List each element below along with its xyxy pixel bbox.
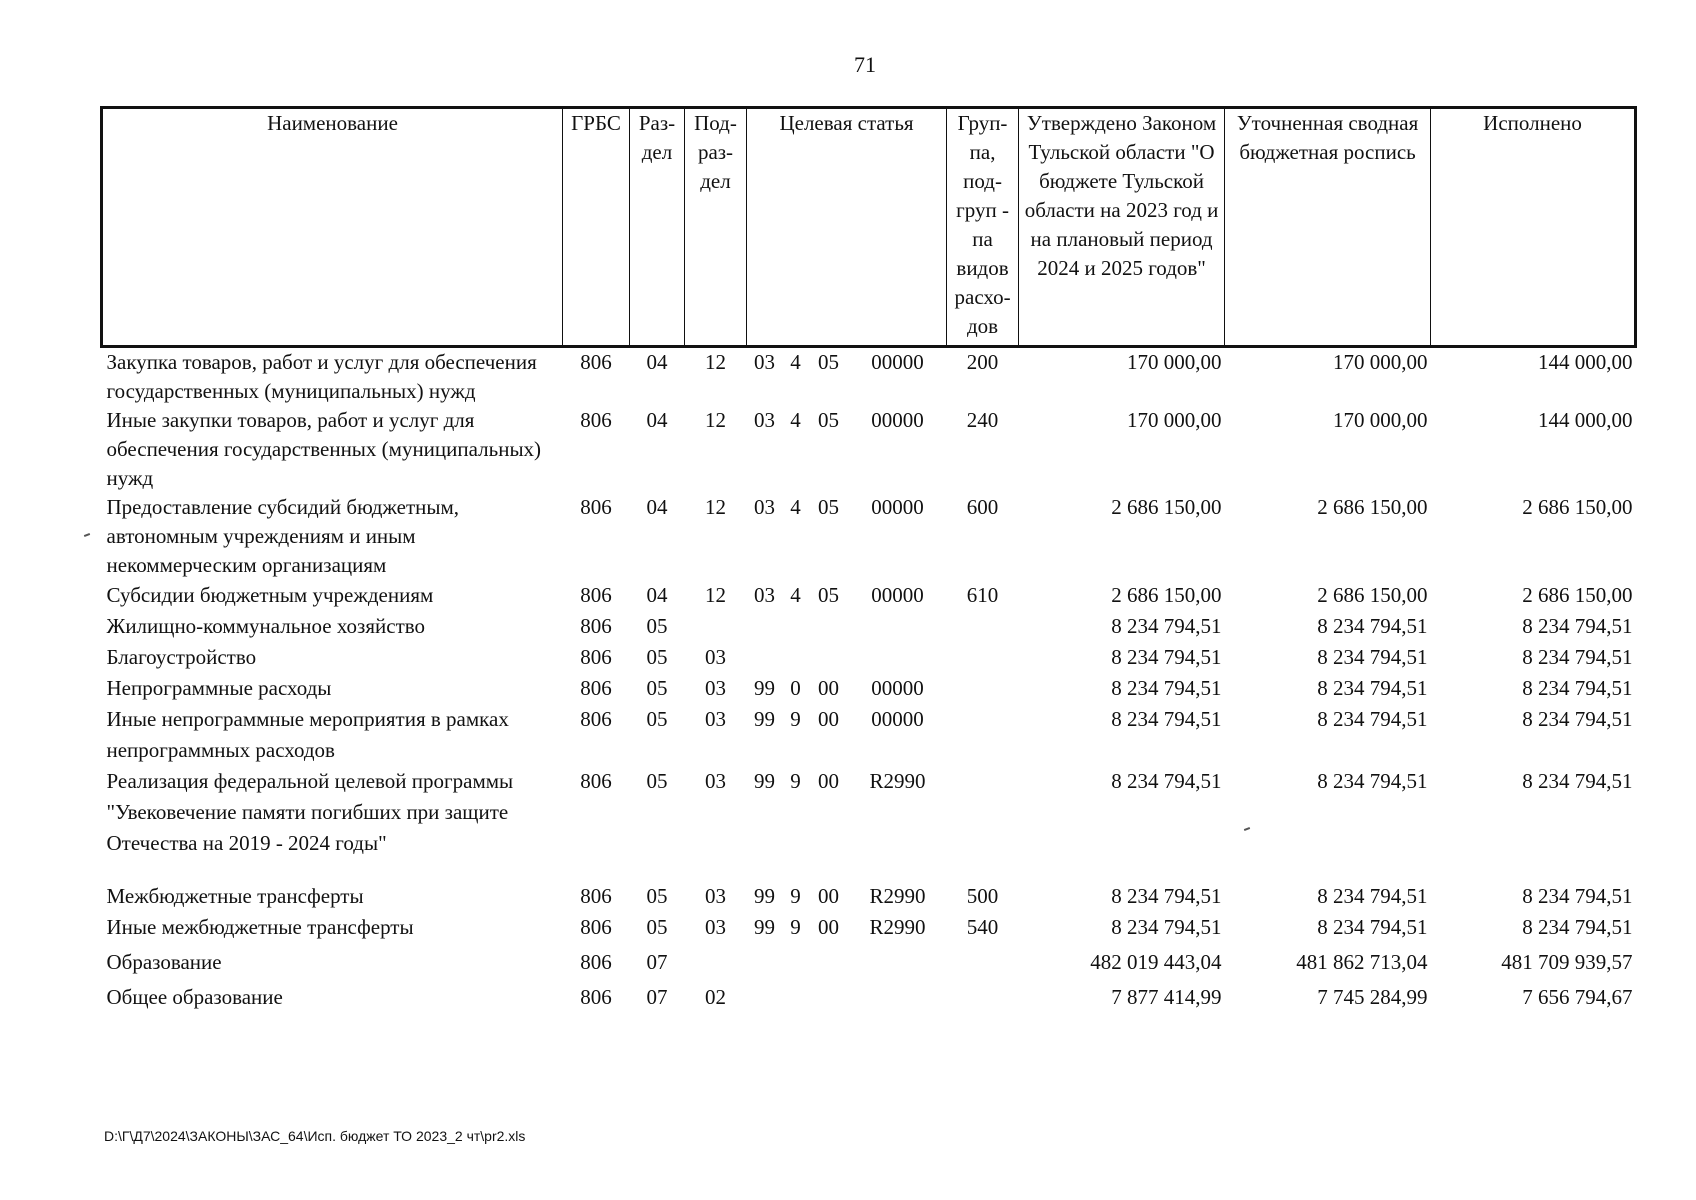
table-row bbox=[102, 580, 1636, 611]
row-group bbox=[947, 982, 1019, 1013]
row-podrazdel bbox=[685, 947, 747, 982]
row-razdel: 05 bbox=[646, 614, 668, 638]
row-group bbox=[947, 673, 1019, 704]
header-group: Груп- па, под- груп - па видов расхо- дов bbox=[947, 108, 1019, 347]
row-grbs: 806 bbox=[580, 408, 612, 432]
header-name: Наименование bbox=[102, 108, 563, 347]
row-name: Общее образование bbox=[106, 985, 283, 1009]
row-name: Непрограммные расходы bbox=[106, 676, 332, 700]
row-approved: 8 234 794,51 bbox=[1111, 645, 1222, 669]
row-podrazdel: 03 bbox=[705, 915, 726, 939]
header-approved: Утверждено Законом Тульской области "О бюджете Тульской области на 2023 год и на плановый период 2024 и 2025 годов" bbox=[1019, 108, 1225, 347]
row-refined: 2 686 150,00 bbox=[1317, 583, 1428, 607]
row-group: 610 bbox=[966, 583, 999, 607]
row-name: Предоставление субсидий бюджетным, автономным учреждениям и иным некоммерческим организациям bbox=[106, 495, 460, 577]
row-group: 240 bbox=[966, 408, 999, 432]
table-row bbox=[102, 881, 1636, 912]
row-approved: 7 877 414,99 bbox=[1111, 985, 1222, 1009]
row-executed: 8 234 794,51 bbox=[1522, 645, 1633, 669]
row-executed: 8 234 794,51 bbox=[1522, 884, 1633, 908]
row-target-subprogram: 05 bbox=[818, 495, 839, 519]
row-name: Благоустройство bbox=[106, 645, 257, 669]
row-refined: 8 234 794,51 bbox=[1317, 614, 1428, 638]
row-group bbox=[947, 704, 1019, 766]
row-target-subprogram: 05 bbox=[818, 583, 839, 607]
row-target-program: 03 bbox=[754, 408, 775, 432]
row-refined: 8 234 794,51 bbox=[1317, 645, 1428, 669]
row-razdel: 05 bbox=[646, 676, 668, 700]
row-approved: 8 234 794,51 bbox=[1111, 676, 1222, 700]
row-target-program: 99 bbox=[754, 915, 775, 939]
row-target-direction bbox=[849, 982, 947, 1013]
row-grbs: 806 bbox=[580, 350, 612, 374]
row-name: Межбюджетные трансферты bbox=[106, 884, 364, 908]
row-target-subprogram: 05 bbox=[818, 350, 839, 374]
row-target-direction: 00000 bbox=[871, 408, 924, 432]
row-grbs: 806 bbox=[580, 614, 612, 638]
scan-mark bbox=[84, 533, 90, 537]
row-name: Иные непрограммные мероприятия в рамках непрограммных расходов bbox=[106, 707, 509, 762]
row-target-subprogram: 00 bbox=[818, 769, 839, 793]
row-razdel: 05 bbox=[646, 707, 668, 731]
row-target-direction: 00000 bbox=[871, 350, 924, 374]
row-target-program: 99 bbox=[754, 884, 775, 908]
row-razdel: 07 bbox=[646, 985, 668, 1009]
row-executed: 8 234 794,51 bbox=[1522, 707, 1633, 731]
row-executed: 2 686 150,00 bbox=[1522, 583, 1633, 607]
row-target-direction bbox=[849, 947, 947, 982]
row-target-program bbox=[747, 947, 783, 982]
row-target-type bbox=[783, 611, 809, 642]
budget-table bbox=[100, 106, 1637, 1013]
row-razdel: 04 bbox=[646, 583, 668, 607]
row-approved: 8 234 794,51 bbox=[1111, 707, 1222, 731]
table-row bbox=[102, 611, 1636, 642]
row-group: 500 bbox=[966, 884, 999, 908]
row-target-subprogram: 05 bbox=[818, 408, 839, 432]
row-target-type bbox=[783, 947, 809, 982]
row-target-program bbox=[747, 611, 783, 642]
row-executed: 8 234 794,51 bbox=[1522, 915, 1633, 939]
table-row bbox=[102, 347, 1636, 407]
row-grbs: 806 bbox=[580, 769, 612, 793]
header-podrazdel: Под- раз- дел bbox=[685, 108, 747, 347]
row-target-program: 03 bbox=[754, 495, 775, 519]
row-grbs: 806 bbox=[580, 645, 612, 669]
row-target-direction: R2990 bbox=[869, 884, 926, 908]
row-refined: 8 234 794,51 bbox=[1317, 769, 1428, 793]
row-podrazdel: 03 bbox=[705, 676, 726, 700]
row-name: Субсидии бюджетным учреждениям bbox=[106, 583, 434, 607]
row-podrazdel: 02 bbox=[705, 985, 726, 1009]
row-target-program: 99 bbox=[754, 769, 775, 793]
row-target-program: 99 bbox=[754, 676, 775, 700]
row-target-program: 03 bbox=[754, 583, 775, 607]
row-target-direction: 00000 bbox=[871, 707, 924, 731]
row-target-direction: 00000 bbox=[871, 495, 924, 519]
row-executed: 7 656 794,67 bbox=[1522, 985, 1633, 1009]
row-refined: 8 234 794,51 bbox=[1317, 884, 1428, 908]
row-group bbox=[947, 642, 1019, 673]
row-executed: 8 234 794,51 bbox=[1522, 769, 1633, 793]
row-approved: 8 234 794,51 bbox=[1111, 769, 1222, 793]
row-group: 600 bbox=[966, 495, 999, 519]
row-grbs: 806 bbox=[580, 915, 612, 939]
row-grbs: 806 bbox=[580, 884, 612, 908]
row-refined: 8 234 794,51 bbox=[1317, 915, 1428, 939]
row-approved: 8 234 794,51 bbox=[1111, 915, 1222, 939]
row-podrazdel: 03 bbox=[705, 707, 726, 731]
row-razdel: 05 bbox=[646, 769, 668, 793]
row-executed: 144 000,00 bbox=[1538, 350, 1633, 374]
row-approved: 2 686 150,00 bbox=[1111, 583, 1222, 607]
row-target-type: 9 bbox=[790, 915, 801, 939]
row-target-direction: 00000 bbox=[871, 676, 924, 700]
row-executed: 8 234 794,51 bbox=[1522, 614, 1633, 638]
row-executed: 8 234 794,51 bbox=[1522, 676, 1633, 700]
table-row bbox=[102, 673, 1636, 704]
row-approved: 482 019 443,04 bbox=[1090, 950, 1222, 974]
row-refined: 170 000,00 bbox=[1333, 408, 1428, 432]
row-podrazdel: 12 bbox=[705, 495, 726, 519]
table-row bbox=[102, 493, 1636, 580]
row-name: Реализация федеральной целевой программы "Увековечение памяти погибших при защите Отечества на 2019 - 2024 годы" bbox=[106, 769, 514, 855]
row-name: Иные закупки товаров, работ и услуг для обеспечения государственных (муниципальных) нужд bbox=[106, 408, 542, 490]
row-refined: 170 000,00 bbox=[1333, 350, 1428, 374]
header-razdel: Раз- дел bbox=[630, 108, 685, 347]
row-target-direction bbox=[849, 642, 947, 673]
row-podrazdel: 03 bbox=[705, 645, 726, 669]
table-row bbox=[102, 406, 1636, 493]
row-podrazdel: 03 bbox=[705, 769, 726, 793]
row-podrazdel: 12 bbox=[705, 583, 726, 607]
table-row bbox=[102, 947, 1636, 982]
row-refined: 7 745 284,99 bbox=[1317, 985, 1428, 1009]
row-target-subprogram: 00 bbox=[818, 884, 839, 908]
row-grbs: 806 bbox=[580, 676, 612, 700]
row-name: Образование bbox=[106, 950, 222, 974]
row-target-type: 4 bbox=[790, 583, 801, 607]
row-target-program bbox=[747, 642, 783, 673]
row-target-type: 4 bbox=[790, 408, 801, 432]
row-executed: 2 686 150,00 bbox=[1522, 495, 1633, 519]
row-target-program: 03 bbox=[754, 350, 775, 374]
row-name: Жилищно-коммунальное хозяйство bbox=[106, 614, 426, 638]
row-target-type: 9 bbox=[790, 769, 801, 793]
row-target-program: 99 bbox=[754, 707, 775, 731]
row-group: 540 bbox=[966, 915, 999, 939]
row-refined: 481 862 713,04 bbox=[1296, 950, 1428, 974]
row-podrazdel: 12 bbox=[705, 408, 726, 432]
table-row bbox=[102, 912, 1636, 947]
row-refined: 8 234 794,51 bbox=[1317, 676, 1428, 700]
row-razdel: 05 bbox=[646, 915, 668, 939]
header-refined: Уточненная сводная бюджетная роспись bbox=[1225, 108, 1431, 347]
row-target-type: 9 bbox=[790, 707, 801, 731]
row-razdel: 04 bbox=[646, 408, 668, 432]
row-grbs: 806 bbox=[580, 495, 612, 519]
file-path: D:\Г\Д7\2024\ЗАКОНЫ\ЗАС_64\Исп. бюджет ТО 2023_2 чт\pr2.xls bbox=[104, 1128, 526, 1144]
header-executed: Исполнено bbox=[1431, 108, 1636, 347]
row-podrazdel bbox=[685, 611, 747, 642]
row-target-type bbox=[783, 982, 809, 1013]
table-row bbox=[102, 642, 1636, 673]
row-target-subprogram bbox=[809, 611, 849, 642]
row-podrazdel: 03 bbox=[705, 884, 726, 908]
header-grbs: ГРБС bbox=[563, 108, 630, 347]
row-group bbox=[947, 766, 1019, 881]
row-refined: 8 234 794,51 bbox=[1317, 707, 1428, 731]
table-row bbox=[102, 766, 1636, 881]
row-target-direction: R2990 bbox=[869, 769, 926, 793]
row-target-program bbox=[747, 982, 783, 1013]
table-row bbox=[102, 704, 1636, 766]
row-target-subprogram: 00 bbox=[818, 676, 839, 700]
row-razdel: 07 bbox=[646, 950, 668, 974]
row-group: 200 bbox=[966, 350, 999, 374]
table-row bbox=[102, 982, 1636, 1013]
row-target-subprogram bbox=[809, 947, 849, 982]
row-target-subprogram: 00 bbox=[818, 915, 839, 939]
row-executed: 481 709 939,57 bbox=[1501, 950, 1633, 974]
row-approved: 170 000,00 bbox=[1127, 408, 1222, 432]
row-razdel: 04 bbox=[646, 350, 668, 374]
row-target-type: 9 bbox=[790, 884, 801, 908]
row-target-type bbox=[783, 642, 809, 673]
page-number: 71 bbox=[854, 52, 876, 77]
row-razdel: 05 bbox=[646, 884, 668, 908]
row-approved: 170 000,00 bbox=[1127, 350, 1222, 374]
row-approved: 8 234 794,51 bbox=[1111, 884, 1222, 908]
row-grbs: 806 bbox=[580, 950, 612, 974]
row-target-direction: R2990 bbox=[869, 915, 926, 939]
row-target-direction bbox=[849, 611, 947, 642]
header-target: Целевая статья bbox=[747, 108, 947, 347]
row-target-type: 4 bbox=[790, 495, 801, 519]
row-group bbox=[947, 947, 1019, 982]
row-group bbox=[947, 611, 1019, 642]
row-razdel: 04 bbox=[646, 495, 668, 519]
row-target-type: 0 bbox=[790, 676, 801, 700]
row-executed: 144 000,00 bbox=[1538, 408, 1633, 432]
row-razdel: 05 bbox=[646, 645, 668, 669]
row-target-direction: 00000 bbox=[871, 583, 924, 607]
row-grbs: 806 bbox=[580, 985, 612, 1009]
row-target-subprogram bbox=[809, 642, 849, 673]
row-refined: 2 686 150,00 bbox=[1317, 495, 1428, 519]
row-grbs: 806 bbox=[580, 707, 612, 731]
row-podrazdel: 12 bbox=[705, 350, 726, 374]
row-approved: 8 234 794,51 bbox=[1111, 614, 1222, 638]
row-target-subprogram bbox=[809, 982, 849, 1013]
row-grbs: 806 bbox=[580, 583, 612, 607]
row-name: Закупка товаров, работ и услуг для обеспечения государственных (муниципальных) нужд bbox=[106, 350, 537, 403]
row-target-subprogram: 00 bbox=[818, 707, 839, 731]
table-header-row bbox=[102, 108, 1636, 347]
row-target-type: 4 bbox=[790, 350, 801, 374]
row-approved: 2 686 150,00 bbox=[1111, 495, 1222, 519]
row-name: Иные межбюджетные трансферты bbox=[106, 915, 414, 939]
